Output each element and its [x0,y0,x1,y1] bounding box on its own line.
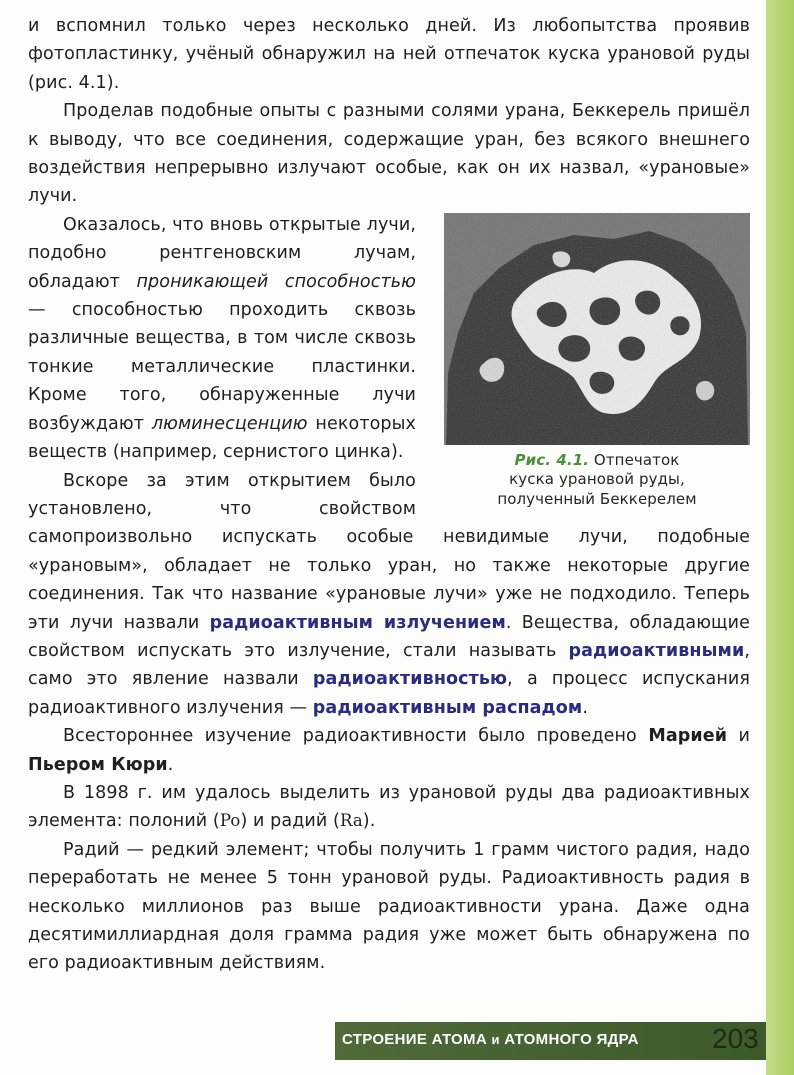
term-radioactive-radiation: радиоактивным излучением [209,612,506,633]
paragraph-6-text-b: ) и радий ( [240,811,340,832]
paragraph-4-text-a: Вскоре за этим открытием было установлено, что свойством самопроизвольно испускать особые невидимые лучи, подобные «урановым», обладает не только уран, но также некоторые другие соединения. Так что название «урановые лучи» уже не подходило. Теперь эти лучи назвали [28,470,750,633]
chapter-title-part-a: СТРОЕНИЕ АТОМА [342,1031,492,1048]
paragraph-4-text-e: . [582,697,588,718]
side-color-strip [766,0,794,1075]
figure-4-1 [444,213,750,509]
symbol-polonium: Po [219,811,241,831]
chapter-title [342,1031,639,1048]
caption-line-3: полученный Беккерелем [497,489,697,508]
name-pierre-curie: Пьером Кюри [28,754,168,775]
page-text [28,12,750,978]
paragraph-7-text: Радий — редкий элемент; чтобы получить 1 грамм чистого радия, надо переработать не менее 5 тонн урановой руды. Радиоактивность радия в несколько миллионов раз выше радиоактивности урана. Даже одна десятимиллиардная доля грамма радия уже может быть обнаружена по его радиоактивным действиям. [28,839,750,974]
paragraph-2-text: Проделав подобные опыты с разными солями урана, Беккерель пришёл к выводу, что все соединения, содержащие уран, без всякого внешнего воздействия непрерывно излучают особые, как он их назвал, «урановые» лучи. [28,101,750,207]
term-luminescence: люминесценцию [151,413,308,434]
paragraph-1: и вспомнил только через несколько дней. Из любопытства проявив фотопластинку, учёный обнаружил на ней отпечаток куска урановой руды (рис. 4.1). [28,16,750,93]
term-radioactivity: радиоактивностью [312,669,508,690]
paragraph-5-text-c: и [727,726,750,747]
caption-line-1: Отпечаток [589,450,680,469]
paragraph-6-text-c: ). [362,811,376,832]
paragraph-6 [28,779,750,836]
figure-label: Рис. 4.1. [514,450,590,469]
paragraph-4-text-c: , само это явление назвали [28,640,750,690]
caption-line-2: куска урановой руды, [509,470,685,489]
paragraph-5-text-e: . [167,754,174,775]
figure-caption [444,451,750,509]
paragraph-4-text-b: . Вещества, обладающие свойством испускать это излучение, стали называть [28,612,750,661]
paragraph-3-text-e: некоторых веществ (например, сернистого цинка). [28,413,416,463]
page-number: 203 [712,1023,759,1054]
paragraph-7 [28,836,750,978]
paragraph-5-text-a: Всестороннее изучение радиоактивности было проведено [63,726,649,747]
term-penetrating-ability: проникающей способностью [136,271,416,292]
paragraph-3-text-a: Оказалось, что вновь открытые лучи, подобно рентгеновским лучам, обладают [28,214,416,292]
paragraph-5 [28,722,750,779]
paragraph-4-text-d: , а процесс испускания радиоактивного излучения — [28,669,751,718]
paragraph-2 [28,97,750,211]
term-radioactive: радиоактивными [568,640,745,661]
chapter-title-part-c: АТОМНОГО ЯДРА [499,1031,639,1048]
name-maria: Марией [648,726,728,747]
paragraph-3-text-c: — способностью проходить сквозь различные вещества, в том числе сквозь тонкие металлические пластинки. Кроме того, обнаруженные лучи возбуждают [28,300,416,434]
symbol-radium: Ra [339,811,363,831]
paragraph-6-text-a: В 1898 г. им удалось выделить из урановой руды два радиоактивных элемента: полоний ( [28,782,750,832]
term-radioactive-decay: радиоактивным распадом [312,697,583,718]
chapter-title-part-b: и [491,1032,500,1047]
uranium-ore-imprint-photo [444,213,750,445]
